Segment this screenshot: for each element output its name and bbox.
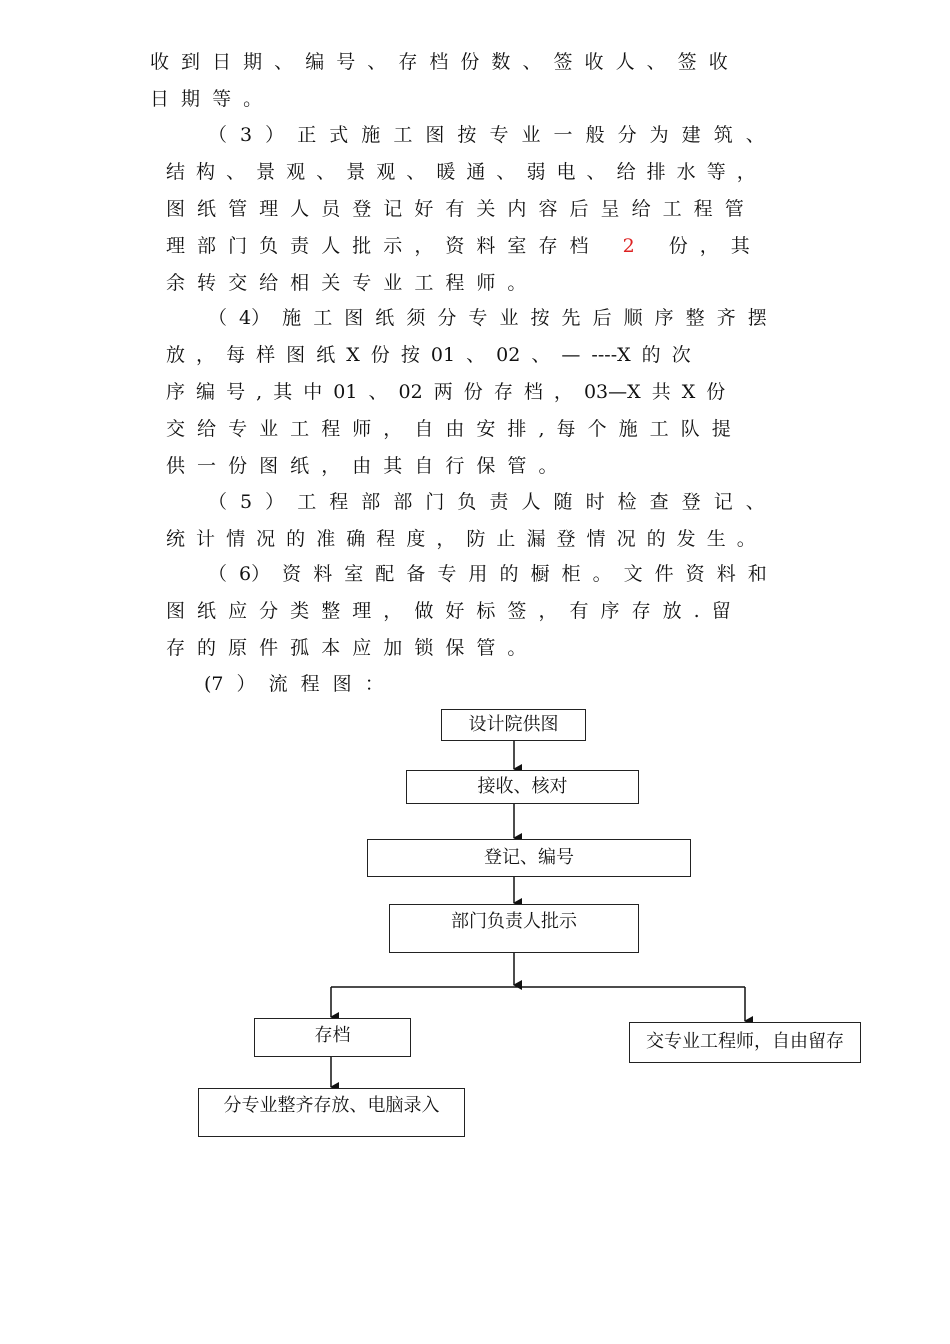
flow-node-store: 分专业整齐存放、电脑录入 xyxy=(198,1088,465,1137)
flow-node-archive: 存档 xyxy=(254,1018,411,1057)
text-line: 存 的 原 件 孤 本 应 加 锁 保 管 。 xyxy=(166,637,527,659)
text-line: （ 6） 资 料 室 配 备 专 用 的 橱 柜 。 文 件 资 料 和 xyxy=(208,563,767,585)
text-line: （ 3 ） 正 式 施 工 图 按 专 业 一 般 分 为 建 筑 、 xyxy=(208,124,765,146)
text-line: 序 编 号 , 其 中 01 、 02 两 份 存 档 ， 03—X 共 X 份 xyxy=(166,381,726,403)
text-line: 结 构 、 景 观 、 景 观 、 暖 通 、 弱 电 、 给 排 水 等 ， xyxy=(166,161,756,183)
text-line: 放 ， 每 样 图 纸 X 份 按 01 、 02 、 — ----X 的 次 xyxy=(166,344,691,366)
text-line: （ 5 ） 工 程 部 部 门 负 责 人 随 时 检 查 登 记 、 xyxy=(208,491,765,513)
text-line: 供 一 份 图 纸 ， 由 其 自 行 保 管 。 xyxy=(166,455,558,477)
flow-node-supply: 设计院供图 xyxy=(441,709,586,741)
text-line: 交 给 专 业 工 程 师 ， 自 由 安 排 , 每 个 施 工 队 提 xyxy=(166,418,731,440)
text-line: 图 纸 应 分 类 整 理 ， 做 好 标 签 ， 有 序 存 放 . 留 xyxy=(166,600,731,622)
highlight-number: 2 xyxy=(622,235,635,257)
flow-node-receive: 接收、核对 xyxy=(406,770,639,804)
text-line: 余 转 交 给 相 关 专 业 工 程 师 。 xyxy=(166,272,527,294)
text-line: 图 纸 管 理 人 员 登 记 好 有 关 内 容 后 呈 给 工 程 管 xyxy=(166,198,744,220)
text-line: 收 到 日 期 、 编 号 、 存 档 份 数 、 签 收 人 、 签 收 xyxy=(150,51,728,73)
text-segment: 份 ， 其 xyxy=(668,235,750,257)
text-segment: 理 部 门 负 责 人 批 示 ， 资 料 室 存 档 xyxy=(166,235,589,257)
text-line: 日 期 等 。 xyxy=(150,88,263,110)
flow-node-engineer: 交专业工程师，自由留存 xyxy=(629,1022,861,1063)
flow-node-approve: 部门负责人批示 xyxy=(389,904,639,953)
text-line: 统 计 情 况 的 准 确 程 度 ， 防 止 漏 登 情 况 的 发 生 。 xyxy=(166,528,756,550)
text-line: (7 ） 流 程 图 ： xyxy=(204,673,384,695)
text-line: （ 4） 施 工 图 纸 须 分 专 业 按 先 后 顺 序 整 齐 摆 xyxy=(208,307,767,329)
flow-node-register: 登记、编号 xyxy=(367,839,691,877)
